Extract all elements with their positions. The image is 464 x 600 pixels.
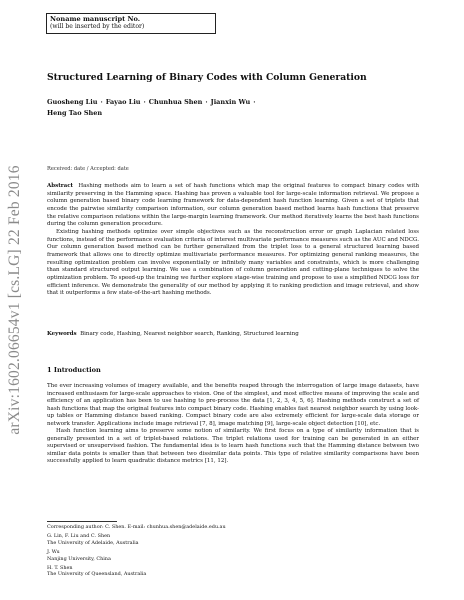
keywords: [47, 331, 419, 339]
author-name: Chunhua Shen: [148, 98, 203, 106]
author-name: Fayao Liu: [105, 98, 141, 106]
received-accepted-dates: Received: date / Accepted: date: [47, 166, 129, 172]
author-separator: ·: [253, 98, 256, 106]
intro-paragraph-1: The ever increasing volumes of imagery available, and the benefits reaped through the interrogation of large image datasets, have increased enthusiasm for large-scale approaches to vision. One of the simplest, and most effective means of improving the scale and efficiency of an application has been to use hashing to pre-process the data [1, 2, 3, 4, 5, 6]. Hashing methods construct a set of hash functions that map the original features into compact binary code. Hashing enables fast nearest neighbor search by using look-up tables or Hamming distance based ranking. Compact binary code are also extremely efficient for large-scale data storage or network transfer. Applications include image retrieval [7, 8], image matching [9], large-scale object detection [10], etc.: [47, 383, 419, 427]
intro-paragraph-2: Hash function learning aims to preserve some notion of similarity. We first focus on a type of similarity information that is generally presented in a set of triplet-based relations. The triplet relations used for training can be generated in an either supervised or unsupervised fashion. The fundamental idea is to learn hash functions such that the Hamming distance between two similar data points is smaller than that between two dissimilar data points. This type of relative similarity comparisons have been successfully applied to learn quadratic distance metrics [11, 12].: [47, 428, 419, 465]
abstract-paragraph-2: Existing hashing methods optimize over simple objectives such as the reconstruction error or graph Laplacian related loss functions, instead of the performance evaluation criteria of interest multivariate performance measures such as the AUC and NDCG. Our column generation based method can be further generalized from the triplet loss to a general structured learning based framework that allows one to directly optimize multivariate performance measures. For optimizing general ranking measures, the resulting optimization problem can involve exponentially or infinitely many variables and constraints, which is more challenging than standard structured output learning. We use a combination of column generation and cutting-plane techniques to solve the optimization problem. To speed-up the training we further explore stage-wise training and propose to use a simplified NDCG loss for efficient inference. We demonstrate the generality of our method by applying it to ranking prediction and image retrieval, and show that it outperforms a few state-of-the-art hashing methods.: [47, 228, 419, 297]
abstract-paragraph-1: [47, 183, 419, 229]
author-list: [47, 97, 427, 119]
abstract-text-1: Hashing methods aim to learn a set of hash functions which map the original features to compact binary codes with similarity preserving in the Hamming space. Hashing has proven a valuable tool for large-scale information retrieval. We propose a column generation based binary code learning framework for data-dependent hash function learning. Given a set of triplets that encode the pairwise similarity comparison information, our column generation based method learns hash functions that preserve the relative comparison relations within the large-margin learning framework. Our method iteratively learns the best hash functions during the column generation procedure.: [47, 183, 419, 228]
author-separator: ·: [143, 98, 146, 106]
arxiv-identifier-stamp: [2, 150, 28, 450]
introduction-body: [47, 383, 419, 466]
keywords-label: Keywords: [47, 331, 77, 337]
author-line-1: [47, 97, 427, 108]
affiliation-names: G. Lin, F. Liu and C. Shen: [47, 533, 111, 540]
affiliation-institution: The University of Adelaide, Australia: [47, 539, 139, 546]
section-heading-introduction: 1 Introduction: [47, 366, 101, 374]
affiliation-names: H. T. Shen: [47, 565, 73, 572]
author-separator: ·: [100, 98, 103, 106]
affiliation: [47, 533, 427, 546]
affiliation: [47, 549, 427, 562]
arxiv-identifier-text: arXiv:1602.06654v1 [cs.LG] 22 Feb 2016: [6, 165, 23, 435]
author-separator: ·: [205, 98, 208, 106]
affiliation-names: J. Wu: [47, 549, 60, 556]
author-line-2: [47, 108, 427, 119]
footnote-rule: [47, 521, 117, 522]
footnotes: [47, 524, 427, 581]
keywords-text: Binary code, Hashing, Nearest neighbor search, Ranking, Structured learning: [80, 331, 299, 337]
abstract: [47, 183, 419, 298]
editor-note: (will be inserted by the editor): [50, 23, 145, 31]
affiliation-institution: Nanjing University, China: [47, 555, 111, 562]
affiliation-institution: The University of Queensland, Australia: [47, 571, 147, 578]
paper-title: Structured Learning of Binary Codes with Column Generation: [47, 72, 367, 83]
journal-info-box: [46, 13, 216, 34]
affiliation: [47, 565, 427, 578]
author-name: Jianxin Wu: [210, 98, 251, 106]
abstract-label: Abstract: [47, 183, 74, 189]
corresponding-author-note: Corresponding author: C. Shen. E-mail: chunhua.shen@adelaide.edu.au: [47, 524, 226, 530]
author-name: Guosheng Liu: [47, 98, 98, 106]
manuscript-number: Noname manuscript No.: [50, 15, 141, 23]
author-name: Heng Tao Shen: [47, 109, 103, 117]
